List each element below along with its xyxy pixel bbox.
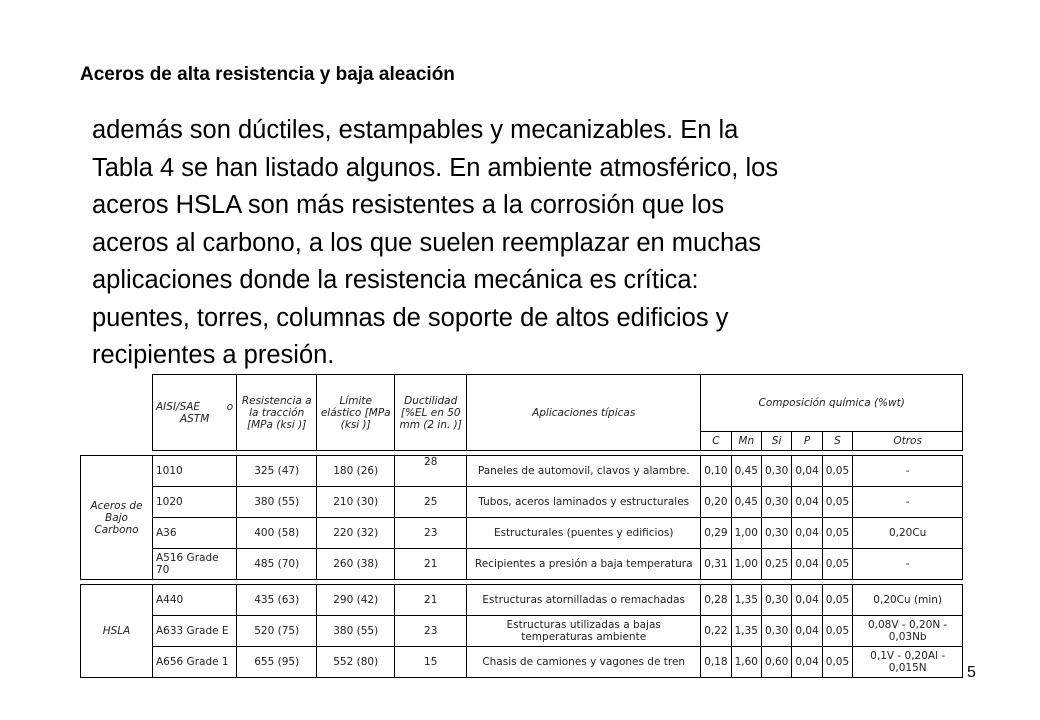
paragraph-line: puentes, torres, columnas de soporte de altos edificios y bbox=[92, 303, 729, 332]
body-paragraph bbox=[92, 112, 952, 375]
header-aplicaciones: Aplicaciones típicas bbox=[467, 375, 701, 451]
paragraph-line: aceros HSLA son más resistentes a la corrosión que los bbox=[92, 191, 725, 219]
header-elastico: Límite elástico [MPa (ksi )] bbox=[317, 375, 395, 451]
section-heading: Aceros de alta resistencia y baja aleación bbox=[80, 64, 455, 85]
header-s: S bbox=[822, 432, 852, 451]
table-row: Aceros de Bajo Carbono 1010 325 (47) 180 (26) 28 Paneles de automovil, clavos y alambre. 0,10 0,45 0,30 0,04 0,05 - bbox=[81, 456, 963, 487]
steel-properties-table bbox=[80, 374, 963, 678]
paragraph-line: aceros al carbono, a los que suelen reemplazar en muchas bbox=[92, 228, 762, 257]
table-row: 1020 380 (55) 210 (30) 25 Tubos, aceros laminados y estructurales 0,20 0,45 0,30 0,04 0,05 - bbox=[81, 487, 963, 518]
paragraph-line: además son dúctiles, estampables y mecanizables. En la bbox=[92, 116, 739, 144]
header-row-1 bbox=[81, 375, 963, 432]
header-p: P bbox=[792, 432, 822, 451]
header-otros: Otros bbox=[853, 432, 963, 451]
table-row: A633 Grade E 520 (75) 380 (55) 23 Estructuras utilizadas a bajas temperaturas ambiente 0,22 1,35 0,30 0,04 0,05 0,08V - 0,20N - 0,03Nb bbox=[81, 616, 963, 647]
page-number: 5 bbox=[967, 664, 976, 681]
paragraph-line: aplicaciones donde la resistencia mecánica es crítica: bbox=[92, 266, 699, 294]
header-si: Si bbox=[761, 432, 791, 451]
header-mn: Mn bbox=[731, 432, 761, 451]
table-row: A656 Grade 1 655 (95) 552 (80) 15 Chasis de camiones y vagones de tren 0,18 1,60 0,60 0,04 0,05 0,1V - 0,20Al - 0,015N bbox=[81, 647, 963, 678]
table-row: HSLA A440 435 (63) 290 (42) 21 Estructuras atornilladas o remachadas 0,28 1,35 0,30 0,04 0,05 0,20Cu (min) bbox=[81, 585, 963, 616]
header-aisi: AISI/SAE o ASTM bbox=[153, 375, 237, 451]
group-label: HSLA bbox=[81, 585, 153, 678]
paragraph-line: recipientes a presión. bbox=[92, 341, 335, 369]
paragraph-line: Tabla 4 se han listado algunos. En ambiente atmosférico, los bbox=[92, 153, 779, 182]
header-composicion: Composición química (%wt) bbox=[701, 375, 963, 432]
group-label: Aceros de Bajo Carbono bbox=[81, 456, 153, 580]
table-row: A516 Grade 70 485 (70) 260 (38) 21 Recipientes a presión a baja temperatura 0,31 1,00 0,25 0,04 0,05 - bbox=[81, 549, 963, 580]
table-row: A36 400 (58) 220 (32) 23 Estructurales (puentes y edificios) 0,29 1,00 0,30 0,04 0,05 0,20Cu bbox=[81, 518, 963, 549]
header-ductilidad: Ductilidad [%EL en 50 mm (2 in. )] bbox=[395, 375, 467, 451]
header-traccion: Resistencia a la tracción [MPa (ksi )] bbox=[237, 375, 317, 451]
header-c: C bbox=[701, 432, 731, 451]
